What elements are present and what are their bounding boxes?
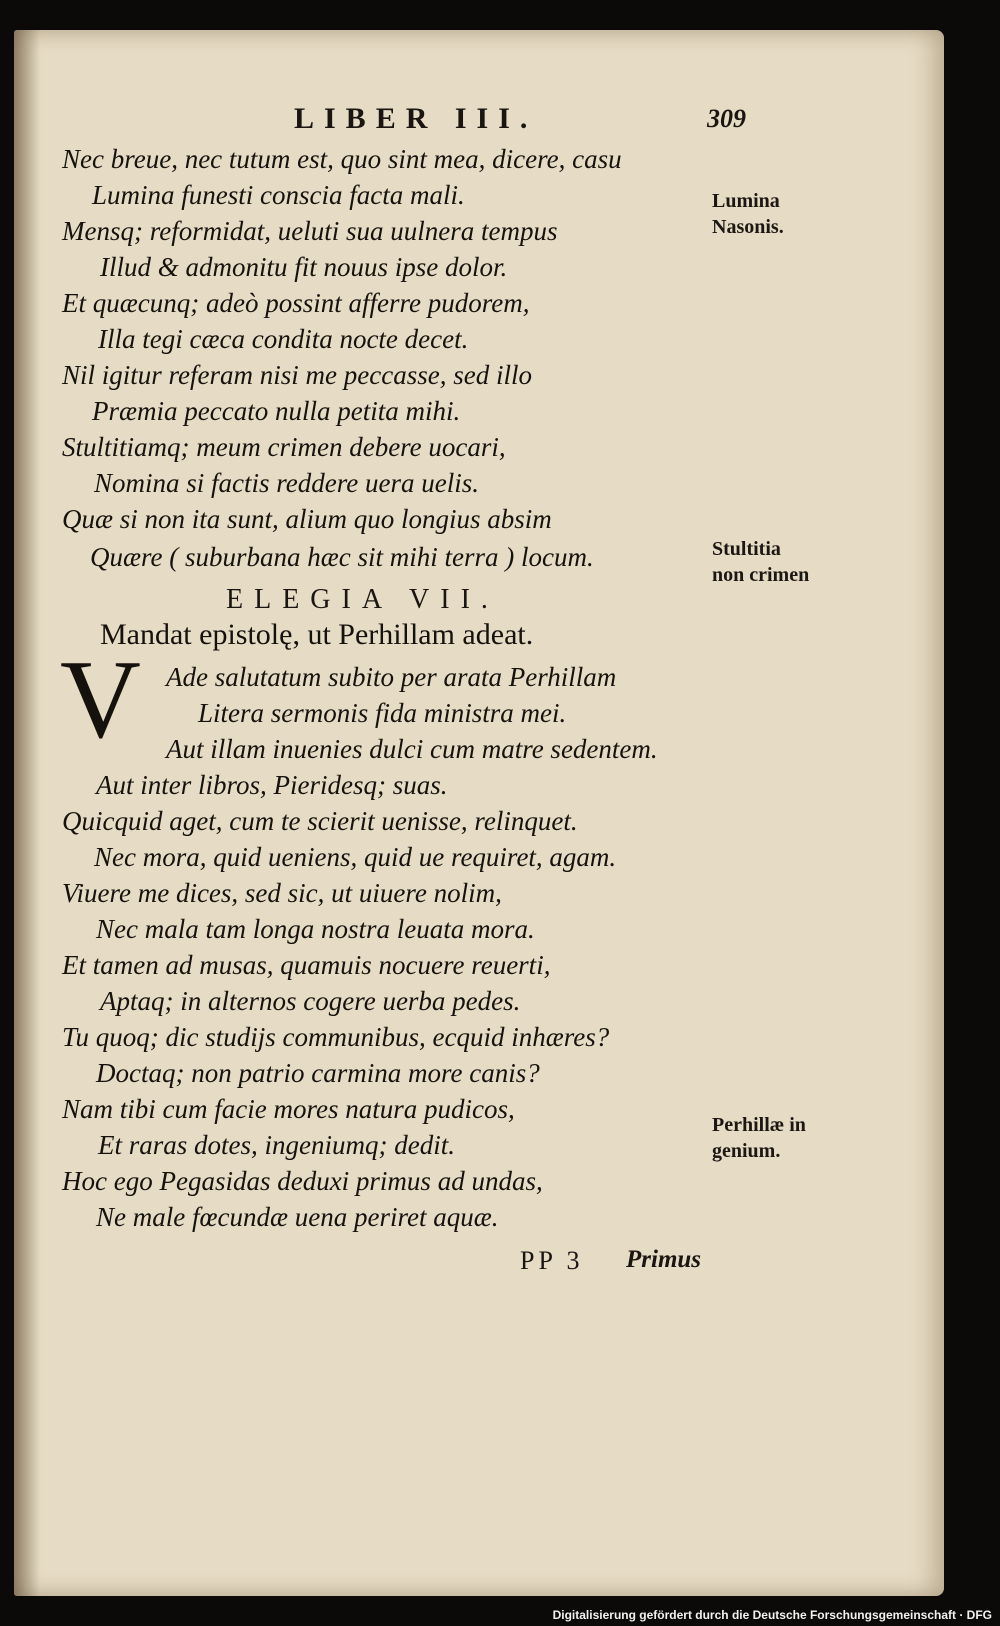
catchword: Primus <box>626 1246 702 1273</box>
verse-line: Lumina funesti conscia facta mali. <box>92 180 465 210</box>
verse-line: Nomina si factis reddere uera uelis. <box>94 468 479 498</box>
verse-line: Quæ si non ita sunt, alium quo longius absim <box>62 504 552 534</box>
marginal-note-lumina: Lumina Nasonis. <box>712 190 784 238</box>
verse-line: Illa tegi cæca condita nocte decet. <box>98 324 469 354</box>
elegia-heading: ELEGIA VII. <box>226 584 499 615</box>
verse-line: Aut illam inuenies dulci cum matre sedentem. <box>166 734 658 764</box>
verse-line: Et quæcunq; adeò possint afferre pudorem, <box>62 288 530 318</box>
verse-line: Hoc ego Pegasidas deduxi primus ad undas, <box>62 1166 543 1196</box>
verse-line: Præmia peccato nulla petita mihi. <box>92 396 461 426</box>
verse-line: Nec breue, nec tutum est, quo sint mea, dicere, casu <box>62 144 622 174</box>
verse-line: Quære ( suburbana hæc sit mihi terra ) locum. <box>90 542 594 572</box>
verse-line: Nec mora, quid ueniens, quid ue requiret, agam. <box>94 842 617 872</box>
verse-line: Illud & admonitu fit nouus ipse dolor. <box>100 252 508 282</box>
verse-line: Nec mala tam longa nostra leuata mora. <box>96 914 535 944</box>
signature-mark: PP 3 <box>520 1246 584 1275</box>
verse-line: Et tamen ad musas, quamuis nocuere reuerti, <box>62 950 551 980</box>
verse-line: Litera sermonis fida ministra mei. <box>198 698 567 728</box>
digitization-credit: Digitalisierung gefördert durch die Deutsche Forschungsgemeinschaft · DFG <box>552 1608 992 1622</box>
verse-line: Ade salutatum subito per arata Perhillam <box>166 662 617 692</box>
marginal-note-stultitia: Stultitia non crimen <box>712 538 810 586</box>
running-title: LIBER III. <box>294 102 538 135</box>
elegia-argument: Mandat epistolę, ut Perhillam adeat. <box>100 618 534 651</box>
drop-cap: V <box>60 638 141 762</box>
verse-line: Mensq; reformidat, ueluti sua uulnera tempus <box>62 216 558 246</box>
folio-number: 309 <box>707 104 746 133</box>
verse-line: Aptaq; in alternos cogere uerba pedes. <box>100 986 521 1016</box>
verse-line: Et raras dotes, ingeniumq; dedit. <box>98 1130 455 1160</box>
verse-line: Ne male fœcundæ uena periret aquæ. <box>96 1202 499 1232</box>
verse-line: Viuere me dices, sed sic, ut uiuere nolim, <box>62 878 502 908</box>
book-page <box>14 30 944 1596</box>
marginal-note-perhilla: Perhillæ in genium. <box>712 1114 806 1162</box>
verse-line: Doctaq; non patrio carmina more canis? <box>96 1058 540 1088</box>
verse-line: Aut inter libros, Pieridesq; suas. <box>96 770 448 800</box>
verse-line: Nam tibi cum facie mores natura pudicos, <box>62 1094 515 1124</box>
verse-line: Nil igitur referam nisi me peccasse, sed illo <box>62 360 532 390</box>
verse-line: Quicquid aget, cum te scierit uenisse, relinquet. <box>62 806 578 836</box>
verse-line: Tu quoq; dic studijs communibus, ecquid inhæres? <box>62 1022 610 1052</box>
verse-line: Stultitiamq; meum crimen debere uocari, <box>62 432 506 462</box>
